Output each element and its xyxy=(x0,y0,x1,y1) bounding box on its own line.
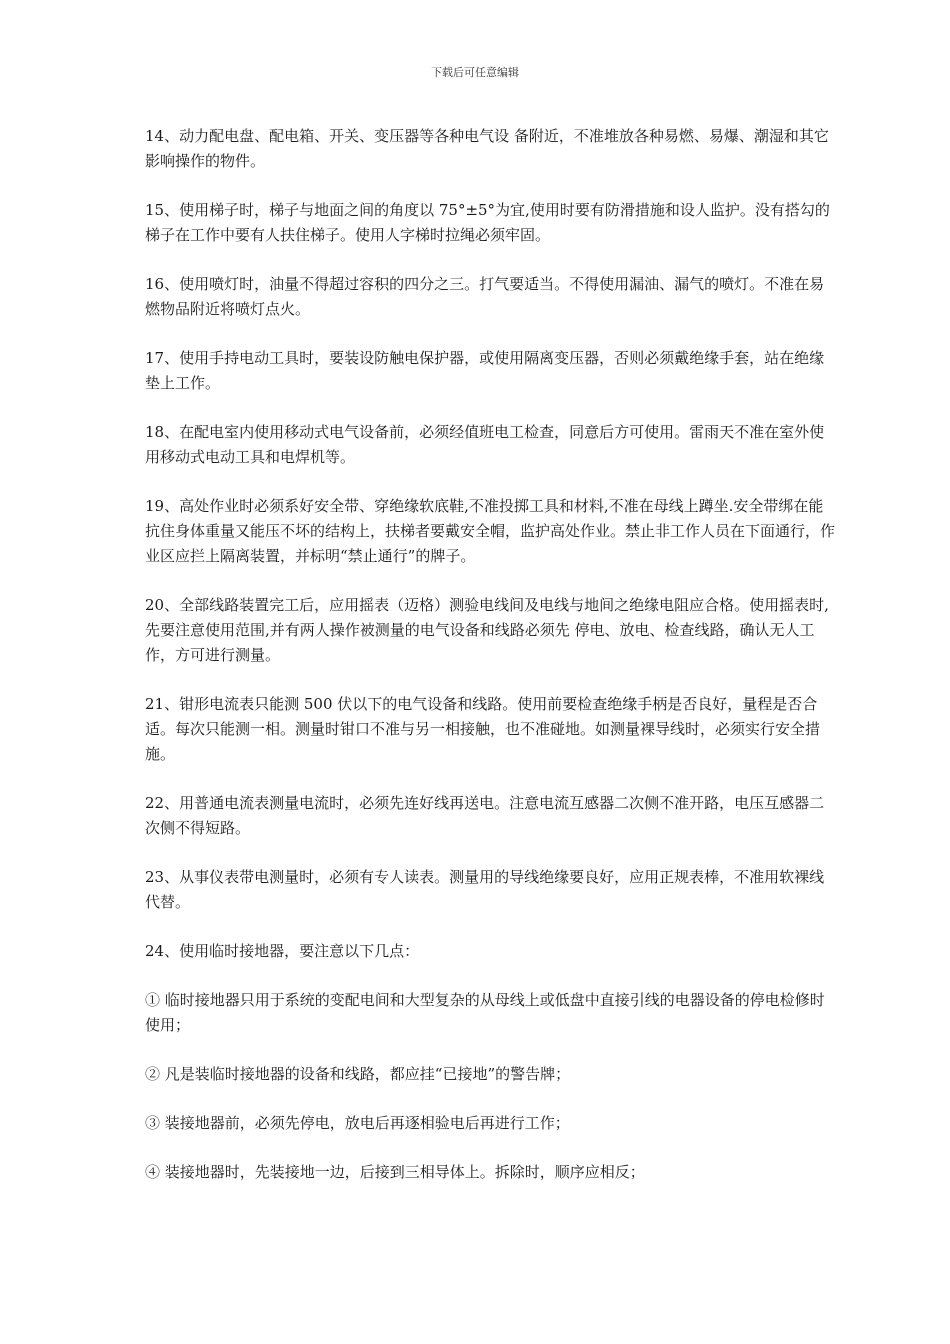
paragraph-22: 22、用普通电流表测量电流时，必须先连好线再送电。注意电流互感器二次侧不准开路，电压互感器二次侧不得短路。 xyxy=(145,794,825,837)
list-item-1: ① 临时接地器只用于系统的变配电间和大型复杂的从母线上或低盘中直接引线的电器设备的停电检修时使用； xyxy=(145,991,825,1034)
paragraph-18: 18、在配电室内使用移动式电气设备前，必须经值班电工检查，同意后方可使用。雷雨天不准在室外使用移动式电动工具和电焊机等。 xyxy=(145,423,825,466)
paragraph-23: 23、从事仪表带电测量时，必须有专人读表。测量用的导线绝缘要良好，应用正规表棒，不准用软裸线代替。 xyxy=(145,868,825,911)
paragraph-15: 15、使用梯子时，梯子与地面之间的角度以 75°±5°为宜,使用时要有防滑措施和设人监护。没有搭勾的梯子在工作中要有人扶住梯子。使用人字梯时拉绳必须牢固。 xyxy=(145,201,830,244)
list-item-4: ④ 装接地器时，先装接地一边，后接到三相导体上。拆除时，顺序应相反； xyxy=(145,1163,645,1181)
paragraph-16: 16、使用喷灯时，油量不得超过容积的四分之三。打气要适当。不得使用漏油、漏气的喷灯。不准在易燃物品附近将喷灯点火。 xyxy=(145,275,825,318)
document-body xyxy=(145,124,835,1209)
list-item-3: ③ 装接地器前，必须先停电，放电后再逐相验电后再进行工作； xyxy=(145,1114,570,1132)
paragraph-17: 17、使用手持电动工具时，要装设防触电保护器，或使用隔离变压器，否则必须戴绝缘手套，站在绝缘垫上工作。 xyxy=(145,349,825,392)
paragraph-24: 24、使用临时接地器，要注意以下几点： xyxy=(145,942,420,960)
page-header: 下载后可任意编辑 xyxy=(431,66,519,79)
paragraph-21: 21、钳形电流表只能测 500 伏以下的电气设备和线路。使用前要检查绝缘手柄是否良好，量程是否合适。每次只能测一相。测量时钳口不准与另一相接触，也不准碰地。如测量裸导线时，必须实行安全措施。 xyxy=(145,695,821,763)
paragraph-19: 19、高处作业时必须系好安全带、穿绝缘软底鞋,不准投掷工具和材料,不准在母线上蹲坐.安全带绑在能抗住身体重量又能压不坏的结构上，扶梯者要戴安全帽，监护高处作业。禁止非工作人员在下面通行，作业区应拦上隔离装置，并标明“禁止通行”的牌子。 xyxy=(145,497,836,565)
list-item-2: ② 凡是装临时接地器的设备和线路，都应挂“已接地”的警告牌； xyxy=(145,1065,571,1083)
paragraph-14: 14、动力配电盘、配电箱、开关、变压器等各种电气设 备附近，不准堆放各种易燃、易爆、潮湿和其它影响操作的物件。 xyxy=(145,127,829,170)
paragraph-20: 20、全部线路装置完工后，应用摇表（迈格）测验电线间及电线与地间之绝缘电阻应合格。使用摇表时,先要注意使用范围,并有两人操作被测量的电气设备和线路必须先 停电、放电、检查线路，确认无人工作，方可进行测量。 xyxy=(145,596,829,664)
